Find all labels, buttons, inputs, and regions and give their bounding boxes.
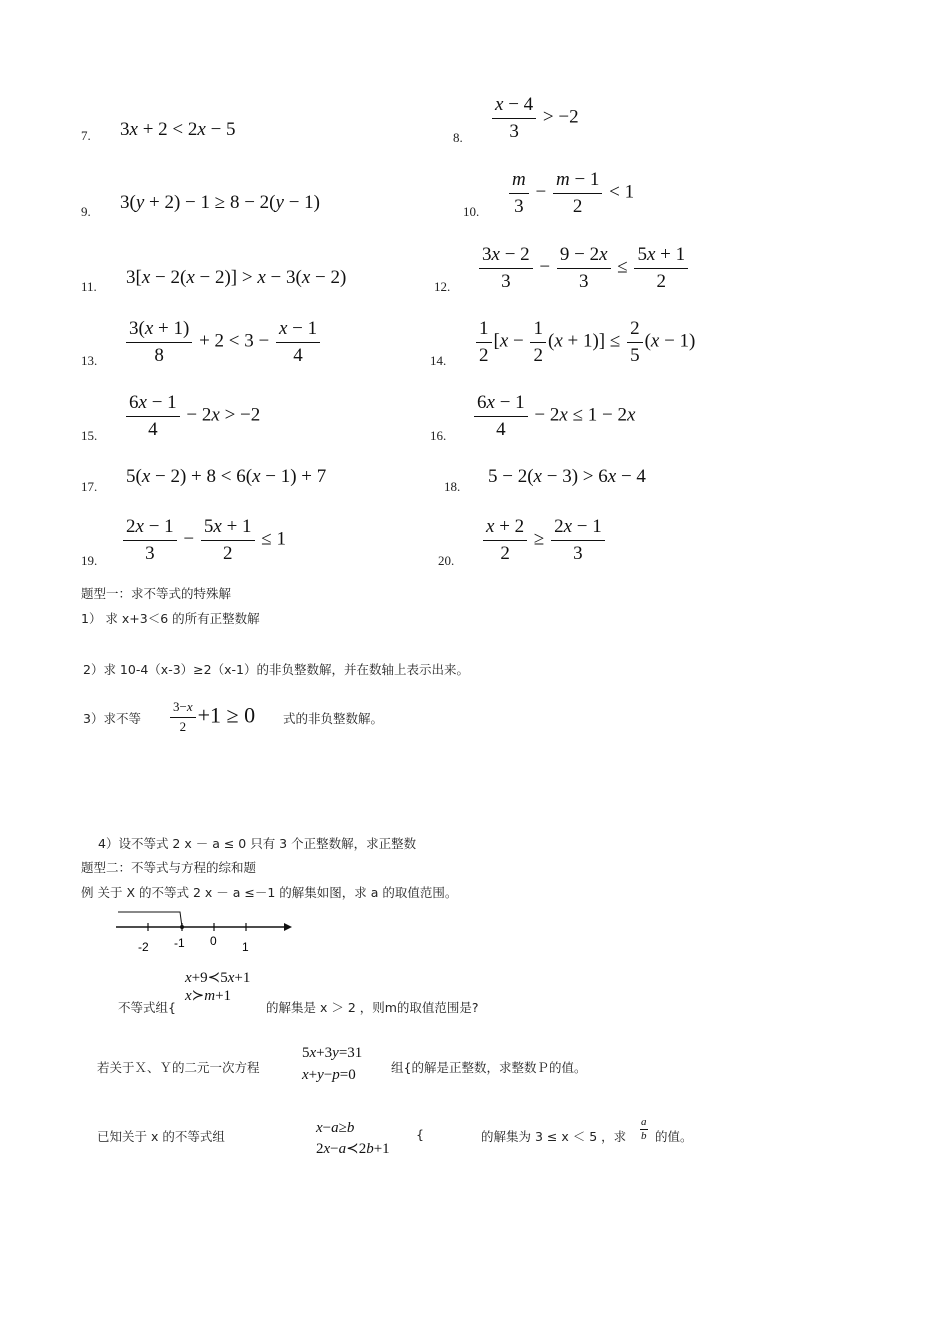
question-1: 1） 求 x+3＜6 的所有正整数解 bbox=[81, 611, 260, 626]
question-last-end: 的值。 bbox=[655, 1129, 693, 1144]
arrow-icon bbox=[284, 923, 292, 931]
problem-number: 19. bbox=[81, 553, 98, 568]
problem-number: 8. bbox=[453, 130, 463, 145]
inequality-10: $\frac{m}{3}$ − $\frac{m - 1}{2}$ < 1 bbox=[507, 169, 634, 218]
section-title: 题型一：求不等式的特殊解 bbox=[81, 586, 232, 601]
problem-number: 17. bbox=[81, 479, 98, 494]
tick-label: 1 bbox=[242, 940, 249, 954]
problem-number: 13. bbox=[81, 353, 98, 368]
inequality-11: 3[x − 2(x − 2)] > x − 3(x − 2) bbox=[126, 267, 347, 288]
question-equations-suffix: 组{的解是正整数，求整数Ｐ的值。 bbox=[391, 1060, 587, 1075]
inequality-15: $\frac{6x - 1}{4}$ − 2x > −2 bbox=[124, 392, 260, 441]
problem-number: 18. bbox=[444, 479, 461, 494]
question-3-formula: $\frac{3-x}{2}$ +1 ≥ 0 bbox=[168, 700, 255, 735]
question-3-suffix: 式的非负整数解。 bbox=[283, 711, 384, 726]
system-line-2: x≻m+1 bbox=[185, 988, 232, 1004]
question-system-prefix: 不等式组{ bbox=[118, 1000, 176, 1015]
tick-label: -2 bbox=[138, 940, 149, 954]
inequality-17: 5(x − 2) + 8 < 6(x − 1) + 7 bbox=[126, 466, 327, 487]
question-3-prefix: 3）求不等 bbox=[83, 711, 141, 726]
problem-number: 14. bbox=[430, 353, 447, 368]
tick-label: 0 bbox=[210, 934, 217, 948]
solution-bracket bbox=[118, 912, 182, 927]
brace-symbol: { bbox=[416, 1127, 424, 1142]
fraction-a-over-b: $\frac{a}{b}$ bbox=[641, 1116, 647, 1142]
question-4: 4）设不等式 2 x － a ≤ 0 只有 3 个正整数解，求正整数 bbox=[98, 836, 417, 851]
question-last-suffix: 的解集为 3 ≤ x ＜ 5 ，求 bbox=[481, 1129, 627, 1144]
problem-number: 9. bbox=[81, 204, 91, 219]
last-system-line-2: 2x−a≺2b+1 bbox=[316, 1141, 390, 1157]
problem-number: 11. bbox=[81, 279, 97, 294]
inequality-18: 5 − 2(x − 3) > 6x − 4 bbox=[488, 466, 646, 487]
equation-line-1: 5x+3y=31 bbox=[302, 1045, 363, 1061]
number-line bbox=[112, 905, 297, 959]
problem-number: 10. bbox=[463, 204, 480, 219]
question-system-suffix: 的解集是 x ＞ 2 ，则m的取值范围是? bbox=[266, 1000, 479, 1015]
question-equations-prefix: 若关于Ｘ、Ｙ的二元一次方程 bbox=[97, 1060, 260, 1075]
tick-label: -1 bbox=[174, 936, 185, 950]
problem-number: 7. bbox=[81, 128, 91, 143]
inequality-19: $\frac{2x - 1}{3}$ − $\frac{5x + 1}{2}$ ≤ 1 bbox=[121, 516, 286, 565]
problem-number: 16. bbox=[430, 428, 447, 443]
problem-number: 12. bbox=[434, 279, 451, 294]
inequality-16: $\frac{6x - 1}{4}$ − 2x ≤ 1 − 2x bbox=[472, 392, 635, 441]
question-last-prefix: 已知关于 x 的不等式组 bbox=[97, 1129, 225, 1144]
example-question: 例 关于 X 的不等式 2 x － a ≤－1 的解集如图，求 a 的取值范围。 bbox=[81, 885, 458, 900]
inequality-9: 3(y + 2) − 1 ≥ 8 − 2(y − 1) bbox=[120, 192, 320, 213]
last-system-line-1: x−a≥b bbox=[316, 1120, 355, 1136]
problem-number: 15. bbox=[81, 428, 98, 443]
system-line-1: x+9≺5x+1 bbox=[185, 970, 251, 986]
question-2: 2）求 10-4（x-3）≥2（x-1）的非负整数解，并在数轴上表示出来。 bbox=[83, 662, 469, 677]
inequality-7: 3x + 2 < 2x − 5 bbox=[120, 119, 236, 140]
problem-number: 20. bbox=[438, 553, 455, 568]
section-title: 题型二：不等式与方程的综和题 bbox=[81, 860, 257, 875]
inequality-8: $\frac{x - 4}{3}$ > −2 bbox=[490, 94, 579, 143]
inequality-12: $\frac{3x - 2}{3}$ − $\frac{9 - 2x}{3}$ ≤ $\frac{5x + 1}{2}$ bbox=[477, 244, 690, 293]
equation-line-2: x+y−p=0 bbox=[302, 1067, 356, 1083]
inequality-14: $\frac{1}{2}$ [x − $\frac{1}{2}$ (x + 1)] ≤ $\frac{2}{5}$ (x − 1) bbox=[474, 318, 695, 367]
inequality-13: $\frac{3(x + 1)}{8}$ + 2 < 3 − $\frac{x - 1}{4}$ bbox=[124, 318, 322, 367]
inequality-20: $\frac{x + 2}{2}$ ≥ $\frac{2x - 1}{3}$ bbox=[481, 516, 607, 565]
